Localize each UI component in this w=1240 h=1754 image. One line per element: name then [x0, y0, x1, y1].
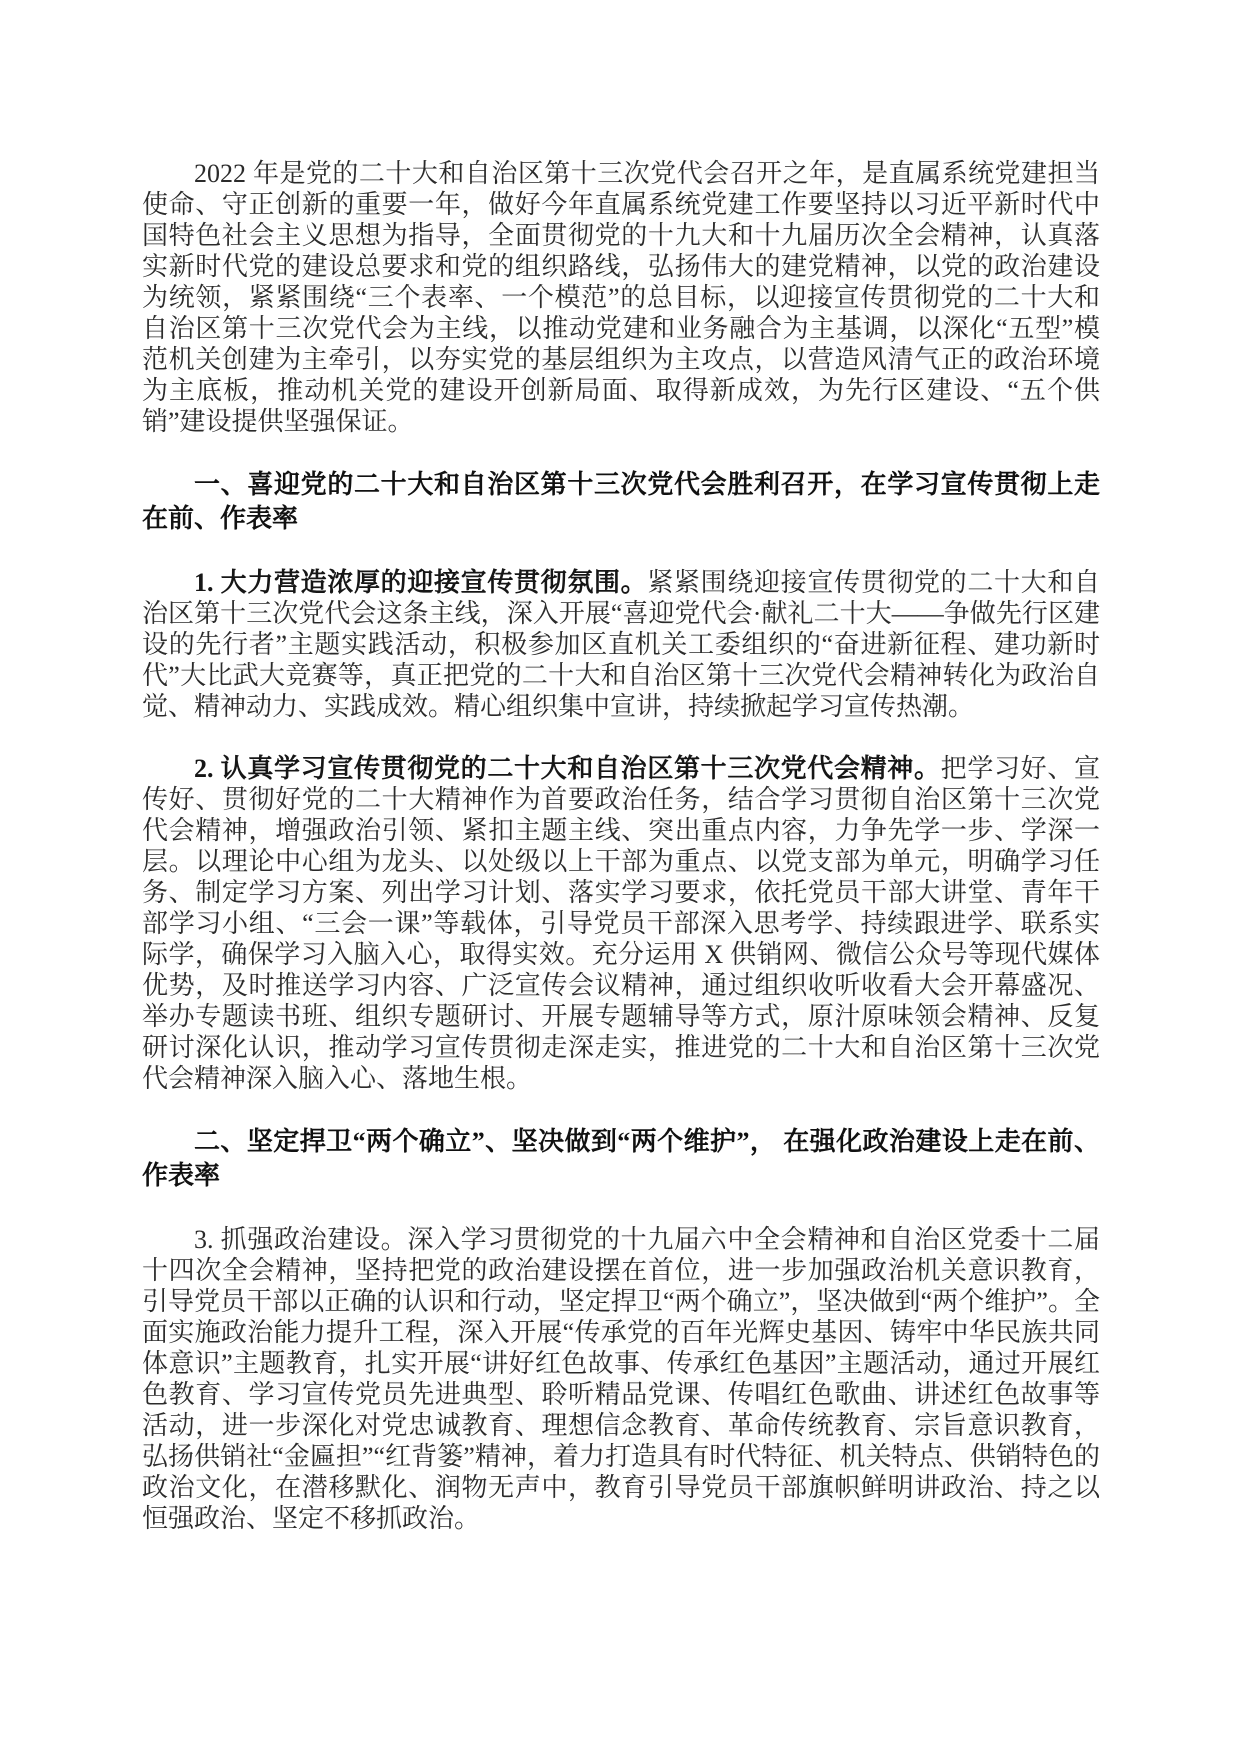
numbered-paragraph-2-text: 把学习好、宣传好、贯彻好党的二十大精神作为首要政治任务，结合学习贯彻自治区第十三次党代会精神，增强政治引领、紧扣主题主线、突出重点内容，力争先学一步、学深一层。以理论中心组为龙头、以处级以上干部为重点、以党支部为单元，明确学习任务、制定学习方案、列出学习计划、落实学习要求，依托党员干部大讲堂、青年干部学习小组、“三会一课”等载体，引导党员干部深入思考学、持续跟进学、联系实际学，确保学习入脑入心，取得实效。充分运用 X 供销网、微信公众号等现代媒体优势，及时推送学习内容、广泛宣传会议精神，通过组织收听收看大会开幕盛况、举办专题读书班、组织专题研讨、开展专题辅导等方式，原汁原味领会精神、反复研讨深化认识，推动学习宣传贯彻走深走实，推进党的二十大和自治区第十三次党代会精神深入脑入心、落地生根。 [142, 754, 1100, 1093]
numbered-paragraph-1-text: 紧紧围绕迎接宣传贯彻党的二十大和自治区第十三次党代会这条主线，深入开展“喜迎党代会·献礼二十大——争做先行区建设的先行者”主题实践活动，积极参加区直机关工委组织的“奋进新征程、建功新时代”大比武大竞赛等，真正把党的二十大和自治区第十三次党代会精神转化为政治自觉、精神动力、实践成效。精心组织集中宣讲，持续掀起学习宣传热潮。 [142, 568, 1100, 721]
intro-paragraph: 2022 年是党的二十大和自治区第十三次党代会召开之年，是直属系统党建担当使命、守正创新的重要一年，做好今年直属系统党建工作要坚持以习近平新时代中国特色社会主义思想为指导，全面贯彻党的十九大和十九届历次全会精神，认真落实新时代党的建设总要求和党的组织路线，弘扬伟大的建党精神，以党的政治建设为统领，紧紧围绕“三个表率、一个模范”的总目标，以迎接宣传贯彻党的二十大和自治区第十三次党代会为主线，以推动党建和业务融合为主基调，以深化“五型”模范机关创建为主牵引，以夯实党的基层组织为主攻点，以营造风清气正的政治环境为主底板，推动机关党的建设开创新局面、取得新成效，为先行区建设、“五个供销”建设提供坚强保证。 [142, 159, 1100, 436]
numbered-paragraph-2-lead: 2. 认真学习宣传贯彻党的二十大和自治区第十三次党代会精神。 [194, 754, 941, 783]
numbered-paragraph-3: 3. 抓强政治建设。深入学习贯彻党的十九届六中全会精神和自治区党委十二届十四次全会精神，坚持把党的政治建设摆在首位，进一步加强政治机关意识教育，引导党员干部以正确的认识和行动，坚定捍卫“两个确立”，坚决做到“两个维护”。全面实施政治能力提升工程，深入开展“传承党的百年光辉史基因、铸牢中华民族共同体意识”主题教育，扎实开展“讲好红色故事、传承红色基因”主题活动，通过开展红色教育、学习宣传党员先进典型、聆听精品党课、传唱红色歌曲、讲述红色故事等活动，进一步深化对党忠诚教育、理想信念教育、革命传统教育、宗旨意识教育，弘扬供销社“金匾担”“红背篓”精神，着力打造具有时代特征、机关特点、供销特色的政治文化，在潜移默化、润物无声中，教育引导党员干部旗帜鲜明讲政治、持之以恒强政治、坚定不移抓政治。 [142, 1225, 1100, 1533]
section-heading-2: 二、坚定捍卫“两个确立”、坚决做到“两个维护”， 在强化政治建设上走在前、作表率 [142, 1127, 1100, 1190]
numbered-paragraph-2 [142, 753, 1100, 1094]
numbered-paragraph-1 [142, 567, 1100, 722]
numbered-paragraph-1-lead: 1. 大力营造浓厚的迎接宣传贯彻氛围。 [194, 568, 648, 597]
section-heading-1: 一、喜迎党的二十大和自治区第十三次党代会胜利召开，在学习宣传贯彻上走在前、作表率 [142, 470, 1100, 533]
